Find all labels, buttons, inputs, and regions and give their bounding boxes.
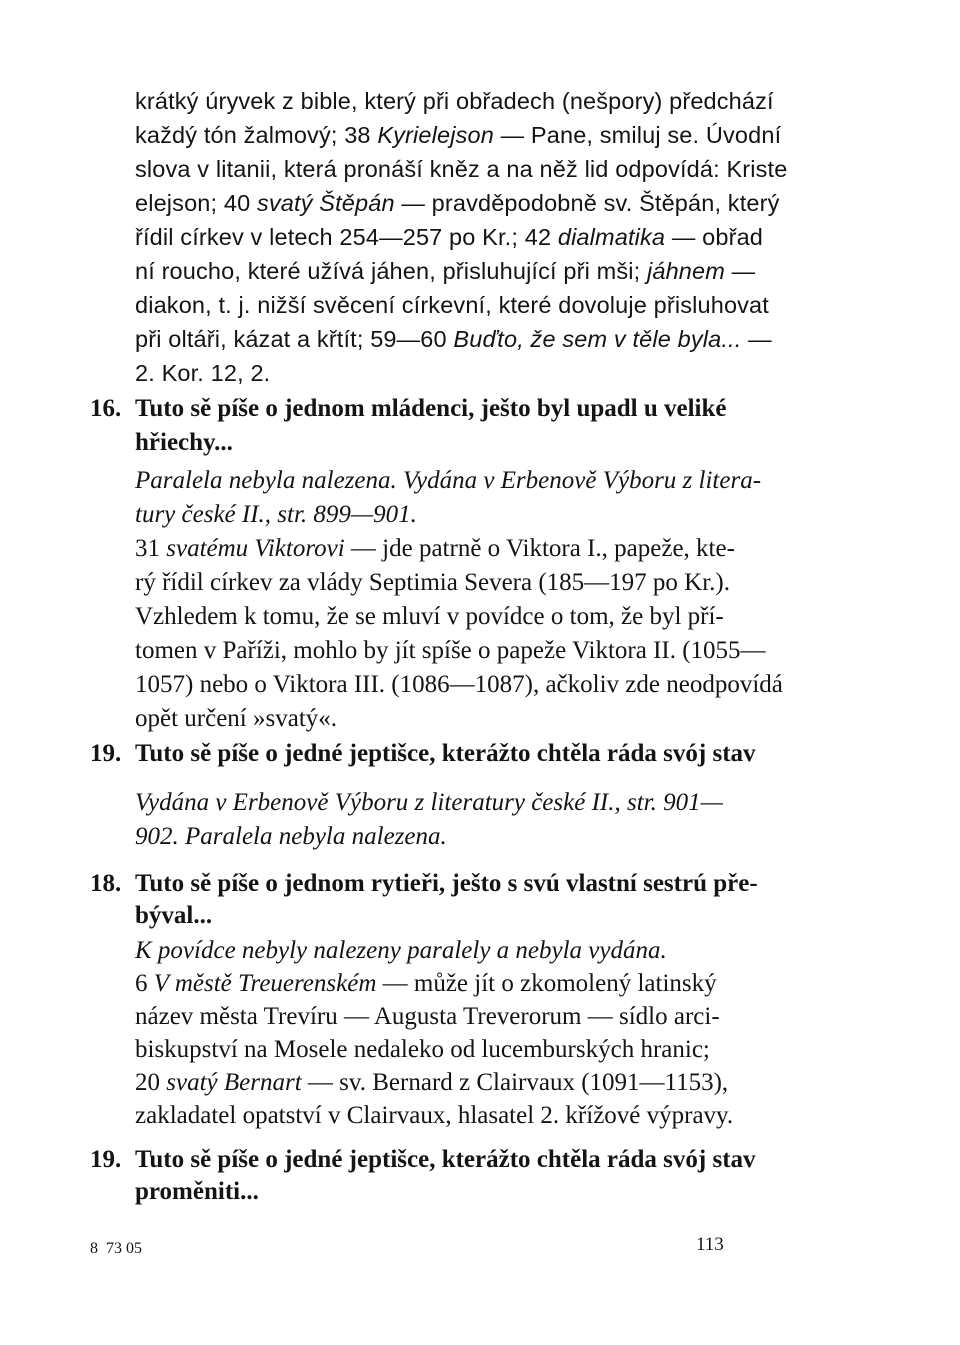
term-kyrielejson: Kyrielejson <box>377 122 494 148</box>
text: — <box>741 326 772 352</box>
term-svaty-bernart: svatý Bernart <box>166 1069 302 1096</box>
entry-number: 16. <box>90 395 122 422</box>
commentary-line: tomen v Paříži, mohlo by jít spíše o papeže Viktora II. (1055— <box>135 637 766 664</box>
commentary-line: biskupství na Mosele nedaleko od lucemburských hranic; <box>135 1036 710 1063</box>
entry-number: 19. <box>90 740 122 767</box>
commentary-line: rý řídil církev za vlády Septimia Severa (185—197 po Kr.). <box>135 569 730 596</box>
entry-note: Paralela nebyla nalezena. Vydána v Erbenově Výboru z litera- <box>135 467 762 494</box>
commentary-line: Vzhledem k tomu, že se mluví v povídce o tom, že byl pří- <box>135 603 724 630</box>
text: 6 <box>135 970 154 997</box>
text: elejson; 40 <box>135 190 257 216</box>
text: každý tón žalmový; 38 <box>135 122 378 148</box>
commentary-line: zakladatel opatství v Clairvaux, hlasatel 2. křížové výpravy. <box>135 1102 734 1129</box>
commentary-line <box>135 532 735 566</box>
entry-title: Tuto sě píše o jedné jeptišce, kterážto chtěla ráda svój stav <box>135 740 756 767</box>
text: ní roucho, které užívá jáhen, přisluhující při mši; <box>135 258 647 284</box>
page-number: 113 <box>696 1234 724 1255</box>
commentary-line: 1057) nebo o Viktora III. (1086—1087), ačkoliv zde neodpovídá <box>135 671 783 698</box>
intro-line-3 <box>135 152 787 186</box>
text: — <box>724 258 756 284</box>
intro-line-1 <box>135 84 774 118</box>
text: — obřad <box>665 224 764 250</box>
printer-signature: 8 73 05 <box>90 1240 142 1257</box>
entry-number: 19. <box>90 1146 122 1173</box>
commentary-line <box>135 967 717 1001</box>
text: diakon, t. j. nižší svěcení církevní, které dovoluje přisluhovat <box>135 292 769 318</box>
intro-line-9 <box>135 356 270 390</box>
term-svaty-stepan: svatý Štěpán <box>257 190 395 216</box>
intro-line-5 <box>135 220 763 254</box>
term-svatemu-viktorovi: svatému Viktorovi <box>166 535 345 562</box>
quote-budto: Buďto, že sem v těle byla... <box>453 326 742 352</box>
text: — Pane, smiluj se. Úvodní <box>493 122 782 148</box>
entry-note: Vydána v Erbenově Výboru z literatury české II., str. 901— <box>135 789 723 816</box>
text: slova v litanii, která pronáší kněz a na něž lid odpovídá: Kriste <box>135 156 788 182</box>
entry-title: Tuto sě píše o jednom rytieři, ješto s svú vlastní sestrú pře- <box>135 870 758 897</box>
entry-note: K povídce nebyly nalezeny paralely a nebyla vydána. <box>135 937 667 964</box>
term-treuerenskem: V městě Treuerenském <box>153 970 377 997</box>
entry-title: Tuto sě píše o jednom mládenci, ješto byl upadl u veliké <box>135 395 727 422</box>
text: — pravděpodobně sv. Štěpán, který <box>394 190 780 216</box>
intro-line-7 <box>135 288 769 322</box>
term-jahnem: jáhnem <box>646 258 725 284</box>
intro-line-6 <box>135 254 755 288</box>
commentary-line: opět určení »svatý«. <box>135 705 338 732</box>
entry-title-cont: býval... <box>135 902 213 929</box>
entry-title-cont: hřiechy... <box>135 429 233 456</box>
text: — jde patrně o Viktora I., papeže, kte- <box>344 535 735 562</box>
intro-line-8 <box>135 322 772 356</box>
text: 2. Kor. 12, 2. <box>135 360 271 386</box>
intro-line-2 <box>135 118 781 152</box>
text: 31 <box>135 535 167 562</box>
commentary-line <box>135 1066 728 1100</box>
text: — sv. Bernard z Clairvaux (1091—1153), <box>301 1069 729 1096</box>
text: — může jít o zkomolený latinský <box>376 970 717 997</box>
text: 20 <box>135 1069 167 1096</box>
entry-note: 902. Paralela nebyla nalezena. <box>135 823 447 850</box>
text: krátký úryvek z bible, který při obřadech (nešpory) předchází <box>135 88 774 114</box>
entry-number: 18. <box>90 870 122 897</box>
text: řídil církev v letech 254—257 po Kr.; 42 <box>135 224 558 250</box>
commentary-line: název města Trevíru — Augusta Treverorum — sídlo arci- <box>135 1003 720 1030</box>
intro-line-4 <box>135 186 779 220</box>
entry-title: Tuto sě píše o jedné jeptišce, kterážto chtěla ráda svój stav <box>135 1146 756 1173</box>
entry-title-cont: proměniti... <box>135 1178 259 1205</box>
term-dialmatika: dialmatika <box>557 224 666 250</box>
entry-note: tury české II., str. 899—901. <box>135 501 417 528</box>
text: při oltáři, kázat a křtít; 59—60 <box>135 326 454 352</box>
